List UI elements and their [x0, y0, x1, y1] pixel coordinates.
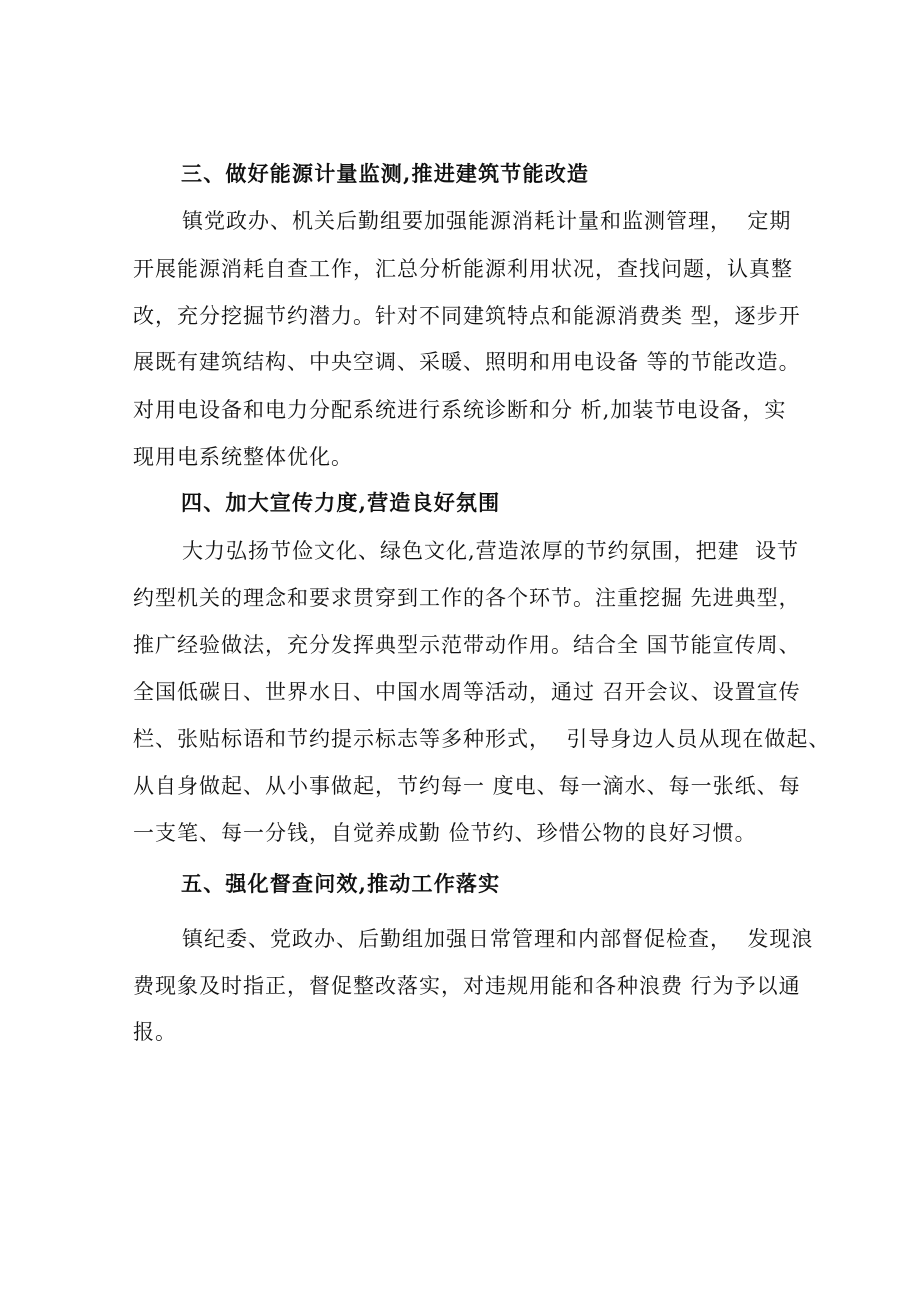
paragraph-line: 对用电设备和电力分配系统进行系统诊断和分 析,加装节电设备，实	[133, 398, 787, 422]
paragraph-line: 栏、张贴标语和节约提示标志等多种形式， 引导身边人员从现在做起、	[133, 727, 831, 751]
paragraph-line: 现用电系统整体优化。	[133, 445, 353, 469]
paragraph-line: 推广经验做法，充分发挥典型示范带动作用。结合全 国节能宣传周、	[133, 633, 801, 657]
section-heading-5: 五、强化督查问效,推动工作落实	[181, 871, 501, 896]
paragraph-line: 展既有建筑结构、中央空调、采暖、照明和用电设备 等的节能改造。	[133, 350, 801, 374]
paragraph-line: 全国低碳日、世界水日、中国水周等活动，通过 召开会议、设置宣传	[133, 680, 801, 704]
paragraph-line: 约型机关的理念和要求贯穿到工作的各个环节。注重挖掘 先进典型，	[133, 586, 801, 610]
paragraph-line: 开展能源消耗自查工作，汇总分析能源利用状况，查找问题，认真整	[133, 257, 793, 281]
paragraph-line: 大力弘扬节俭文化、绿色文化,营造浓厚的节约氛围，把建 设节	[182, 539, 800, 563]
section-heading-3: 三、做好能源计量监测,推进建筑节能改造	[181, 161, 590, 186]
paragraph-line: 镇党政办、机关后勤组要加强能源消耗计量和监测管理， 定期	[182, 209, 792, 233]
paragraph-line: 从自身做起、从小事做起，节约每一 度电、每一滴水、每一张纸、每	[133, 774, 801, 798]
paragraph-line: 一支笔、每一分钱，自觉养成勤 俭节约、珍惜公物的良好习惯。	[133, 821, 757, 845]
paragraph-line: 报。	[133, 1020, 177, 1044]
section-heading-4: 四、加大宣传力度,营造良好氛围	[181, 490, 501, 515]
paragraph-line: 费现象及时指正，督促整改落实，对违规用能和各种浪费 行为予以通	[133, 974, 801, 998]
paragraph-line: 改，充分挖掘节约潜力。针对不同建筑特点和能源消费类 型，逐步开	[133, 304, 801, 328]
paragraph-line: 镇纪委、党政办、后勤组加强日常管理和内部督促检查， 发现浪	[182, 927, 814, 951]
